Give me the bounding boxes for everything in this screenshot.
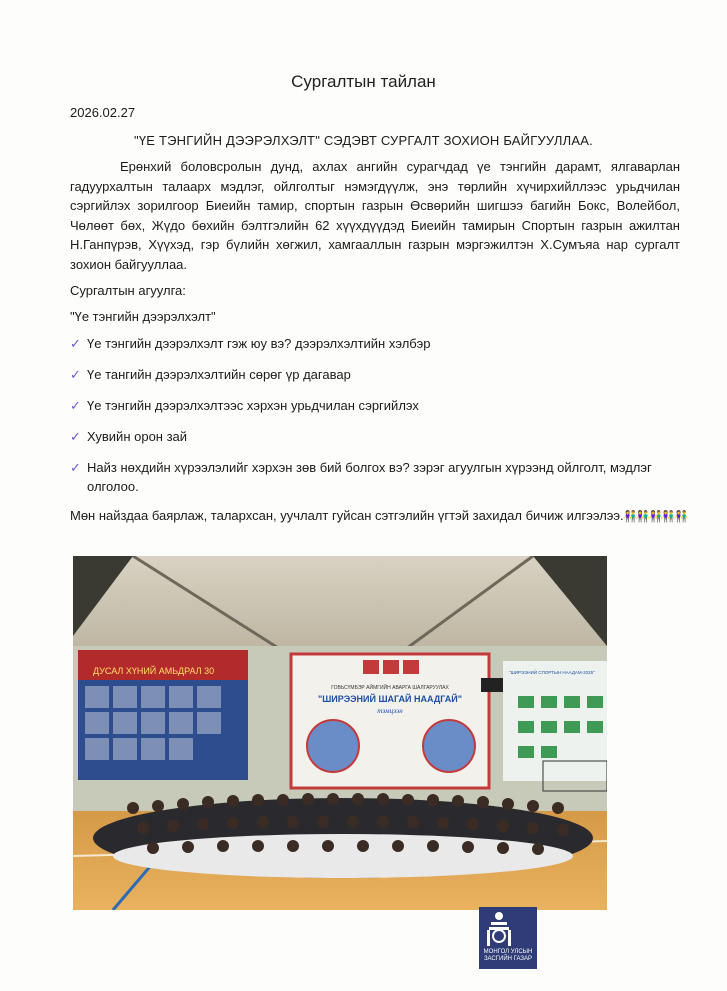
document-date: 2026.02.27 bbox=[70, 105, 136, 120]
center-banner-sub: тэмцээн bbox=[377, 707, 403, 715]
list-item-text: Хувийн орон зай bbox=[87, 429, 188, 444]
list-item-text: Найз нөхдийн хүрээлэлийг хэрхэн зөв бий болгох вэ? зэрэг агуулгын хүрээнд ойлголт, мэдлэг олголоо. bbox=[87, 460, 652, 494]
list-item bbox=[70, 334, 690, 353]
closing-text: Мөн найздаа баярлаж, талархсан, уучлалт гуйсан сэтгэлийн үгтэй захидал бичиж илгээлээ. bbox=[70, 508, 624, 523]
soyombo-emblem-icon bbox=[479, 910, 519, 948]
list-item bbox=[70, 427, 690, 446]
list-item-text: Үе тангийн дээрэлхэлтийн сөрөг үр дагавар bbox=[87, 367, 351, 382]
left-banner-text: ДУСАЛ ХҮНИЙ АМЬДРАЛ 30 bbox=[93, 666, 215, 676]
center-banner-top: ГОВЬСҮМБЭР АЙМГИЙН АВАРГА ШАЛГАРУУЛАХ bbox=[331, 685, 449, 691]
topic-title: "Үе тэнгийн дээрэлхэлт" bbox=[70, 309, 216, 324]
check-mark-icon: ✓ bbox=[70, 336, 81, 351]
check-mark-icon: ✓ bbox=[70, 460, 81, 475]
government-logo bbox=[479, 907, 537, 969]
list-item bbox=[70, 365, 690, 384]
people-icon: 👫👫👫👫👫 bbox=[623, 511, 688, 523]
group-photo bbox=[73, 556, 607, 910]
check-mark-icon: ✓ bbox=[70, 429, 81, 444]
closing-paragraph bbox=[70, 506, 690, 527]
check-mark-icon: ✓ bbox=[70, 398, 81, 413]
body-paragraph: Ерөнхий боловсролын дунд, ахлах ангийн сурагчдад үе тэнгийн дарамт, ялгаварлан гадуурхалтын талаарх мэдлэг, ойлголтыг нэмэгдүүлж, энэ төрлийн хүчирхийллээс урьдчилан сэргийлэх зорилгоор Биеийн тамир, спортын газрын Өсвөрийн шигшээ багийн Бокс, Волейбол, Чөлөөт бөх, Жүдо бөхийн бэлтгэлийн 62 хүүхдүүдэд Биеийн тамирын Спортын газрын ажилтан Н.Ганпүрэв, Хүүхэд, гэр бүлийн хөгжил, хамгааллын газрын мэргэжилтэн Х.Сумъяа нар сургалт зохион байгууллаа. bbox=[70, 159, 680, 272]
check-mark-icon: ✓ bbox=[70, 367, 81, 382]
list-item bbox=[70, 458, 690, 496]
content-label: Сургалтын агуулга: bbox=[70, 283, 186, 298]
list-item bbox=[70, 396, 690, 415]
list-item-text: Үе тэнгийн дээрэлхэлт гэж юу вэ? дээрэлхэлтийн хэлбэр bbox=[87, 336, 431, 351]
logo-caption: МОНГОЛ УЛСЫН ЗАСГИЙН ГАЗАР bbox=[483, 949, 533, 962]
right-banner-text: "ШИРЭЭНИЙ СПОРТЫН НААДАМ-2025" bbox=[509, 670, 595, 675]
list-item-text: Үе тэнгийн дээрэлхэлтээс хэрхэн урьдчилан сэргийлэх bbox=[87, 398, 419, 413]
content-list bbox=[70, 334, 690, 508]
center-banner-title: "ШИРЭЭНИЙ ШАГАЙ НААДГАЙ" bbox=[317, 694, 463, 704]
document-title: Сургалтын тайлан bbox=[291, 72, 436, 91]
document-heading: "ҮЕ ТЭНГИЙН ДЭЭРЭЛХЭЛТ" СЭДЭВТ СУРГАЛТ ЗОХИОН БАЙГУУЛЛАА. bbox=[134, 133, 593, 148]
